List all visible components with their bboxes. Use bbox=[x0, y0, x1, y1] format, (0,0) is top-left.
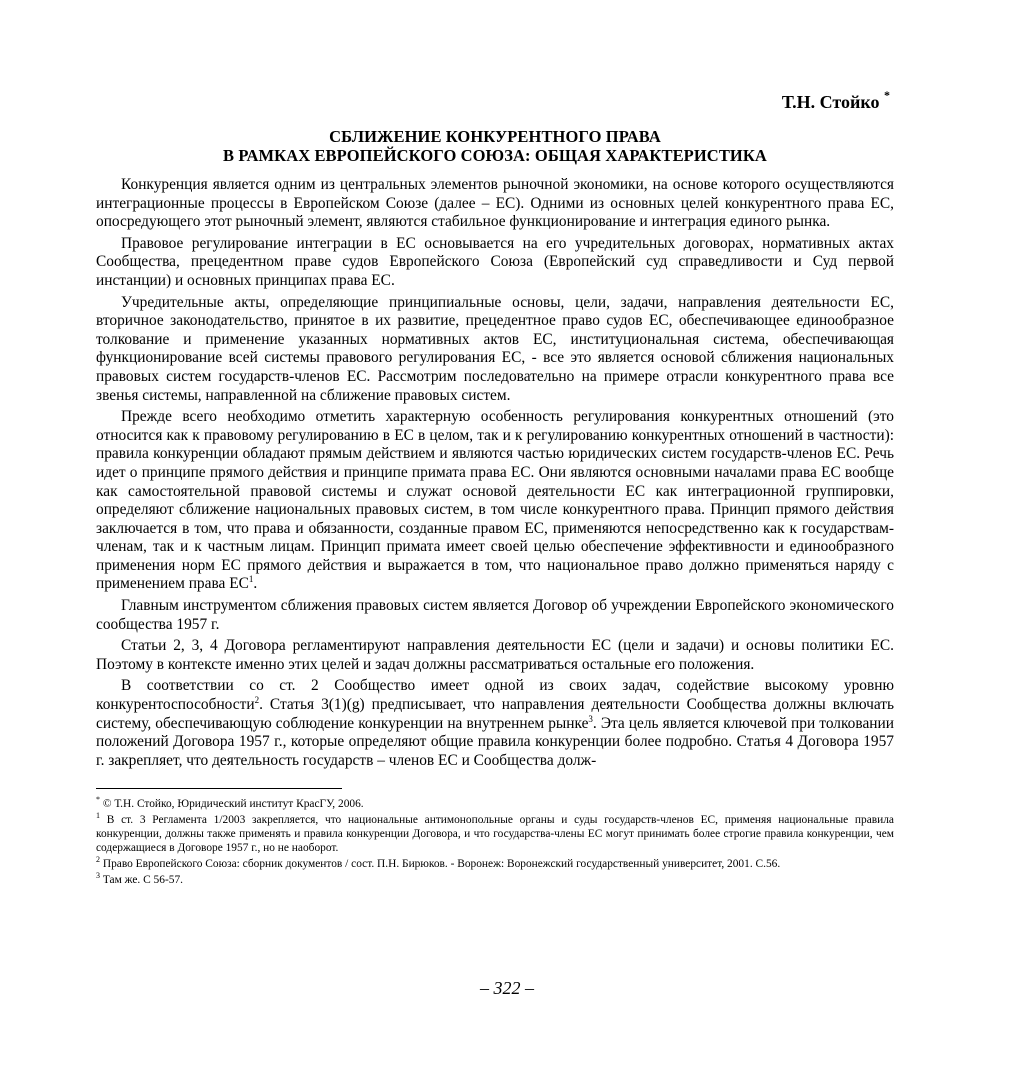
paragraph-7-part-c: . Эта цель является ключевой при толковании положений Договора 1957 г., которые определяют общие правила конкуренции более подробно. Статья 4 Договора 1957 г. закрепляет, что деятельность государств – членов ЕС и Сообщества долж- bbox=[96, 714, 894, 769]
footnote-ref-3: 3 bbox=[588, 713, 593, 724]
footnote-mark: 3 bbox=[96, 871, 100, 881]
paragraph-7-part-b: . Статья 3(1)(g) предписывает, что направления деятельности Сообщества должны включать систему, обеспечивающую соблюдение конкуренции на внутреннем рынке bbox=[96, 696, 894, 732]
paragraph-3: Учредительные акты, определяющие принципиальные основы, цели, задачи, направления деятельности ЕС, вторичное законодательство, принятое в их развитие, прецедентное право судов ЕС, обеспечивающее единообразное толкование и применение указанных нормативных актов ЕС, институциональная система, обеспечивающая функционирование всей системы правового регулирования ЕС, - все это является основой сближения национальных правовых систем государств-членов ЕС. Рассмотрим последовательно на примере отрасли конкурентного права все звенья системы, направленной на сближение правовых систем. bbox=[96, 293, 894, 404]
footnote-ref-1: 1 bbox=[248, 574, 254, 585]
paragraph-6: Статьи 2, 3, 4 Договора регламентируют направления деятельности ЕС (цели и задачи) и основы политики ЕС. Поэтому в контексте именно этих целей и задач должны рассматриваться остальные его положения. bbox=[96, 637, 894, 673]
paragraph-4-text: Прежде всего необходимо отметить характерную особенность регулирования конкурентных отношений (это относится как к правовому регулированию в ЕС в целом, так и к регулированию конкурентных отношений в частности): правила конкуренции обладают прямым действием и являются частью юридических систем государств-членов ЕС. Речь идет о принципе прямого действия и принципе примата права ЕС. Они являются основными началами права ЕС вообще как самостоятельной правовой системы и служат основой деятельности ЕС как интеграционной группировки, определяют сближение национальных правовых систем, в том числе конкурентного права. Принцип прямого действия заключается в том, что права и обязанности, созданные правом ЕС, применяются непосредственно как к государствам-членам, так и к частным лицам. Принцип примата имеет своей целью обеспечение эффективности и единообразного применения норм ЕС прямого действия и выражается в том, что национальное право должно применяться наряду с применением права ЕС bbox=[96, 408, 894, 593]
footnote-1 bbox=[96, 813, 894, 855]
page bbox=[96, 86, 894, 887]
paragraph-1: Конкуренция является одним из центральных элементов рыночной экономики, на основе которого осуществляются интеграционные процессы в Европейском Союзе (далее – ЕС). Одними из основных целей конкурентного права ЕС, опосредующего этот рыночный элемент, являются стабильное функционирование и интеграция единого рынка. bbox=[96, 176, 894, 231]
article-title bbox=[96, 127, 894, 165]
footnote-2 bbox=[96, 857, 894, 871]
paragraph-4-end: . bbox=[253, 575, 258, 593]
paragraph-7-part-a: В соответствии со ст. 2 Сообщество имеет одной из своих задач, содействие высокому уровню конкурентоспособности bbox=[96, 677, 894, 714]
footnote-text: © Т.Н. Стойко, Юридический институт КрасГУ, 2006. bbox=[102, 798, 364, 811]
paragraph-4 bbox=[96, 408, 894, 594]
page-number: – 322 – bbox=[480, 978, 534, 998]
footnote-mark: 1 bbox=[96, 811, 100, 821]
author-name: Т.Н. Стойко bbox=[781, 92, 880, 112]
footnote-author bbox=[96, 797, 894, 811]
author-line bbox=[96, 86, 894, 113]
footnote-mark: 2 bbox=[96, 855, 100, 865]
footnotes bbox=[96, 797, 894, 887]
article-body bbox=[96, 176, 894, 770]
footnote-text: Право Европейского Союза: сборник документов / сост. П.Н. Бирюков. - Воронеж: Воронежский государственный университет, 2001. С.56. bbox=[102, 858, 781, 871]
footnote-text: В ст. 3 Регламента 1/2003 закрепляется, что национальные антимонопольные органы и суды государств-членов ЕС, применяя национальные правила конкуренции, должны также применять и правила конкуренции Договора, и что государства-члены ЕС могут принимать более строгие правила конкуренции, чем содержащиеся в Договоре 1957 г., но не наоборот. bbox=[96, 814, 894, 855]
title-line-1: СБЛИЖЕНИЕ КОНКУРЕНТНОГО ПРАВА bbox=[329, 127, 661, 146]
title-line-2: В РАМКАХ ЕВРОПЕЙСКОГО СОЮЗА: ОБЩАЯ ХАРАКТЕРИСТИКА bbox=[223, 146, 767, 165]
paragraph-5: Главным инструментом сближения правовых систем является Договор об учреждении Европейского экономического сообщества 1957 г. bbox=[96, 597, 894, 633]
footnote-divider bbox=[96, 788, 342, 789]
footnote-ref-2: 2 bbox=[254, 694, 260, 705]
paragraph-2: Правовое регулирование интеграции в ЕС основывается на его учредительных договорах, нормативных актах Сообщества, прецедентном праве судов Европейского Союза (Европейский суд справедливости и Суд первой инстанции) и основных принципах права ЕС. bbox=[96, 234, 894, 289]
paragraph-7 bbox=[96, 677, 894, 770]
footnote-mark: * bbox=[96, 795, 100, 805]
footnote-text: Там же. С 56-57. bbox=[102, 874, 183, 887]
footnote-3 bbox=[96, 873, 894, 887]
author-footnote-mark: * bbox=[884, 88, 890, 102]
